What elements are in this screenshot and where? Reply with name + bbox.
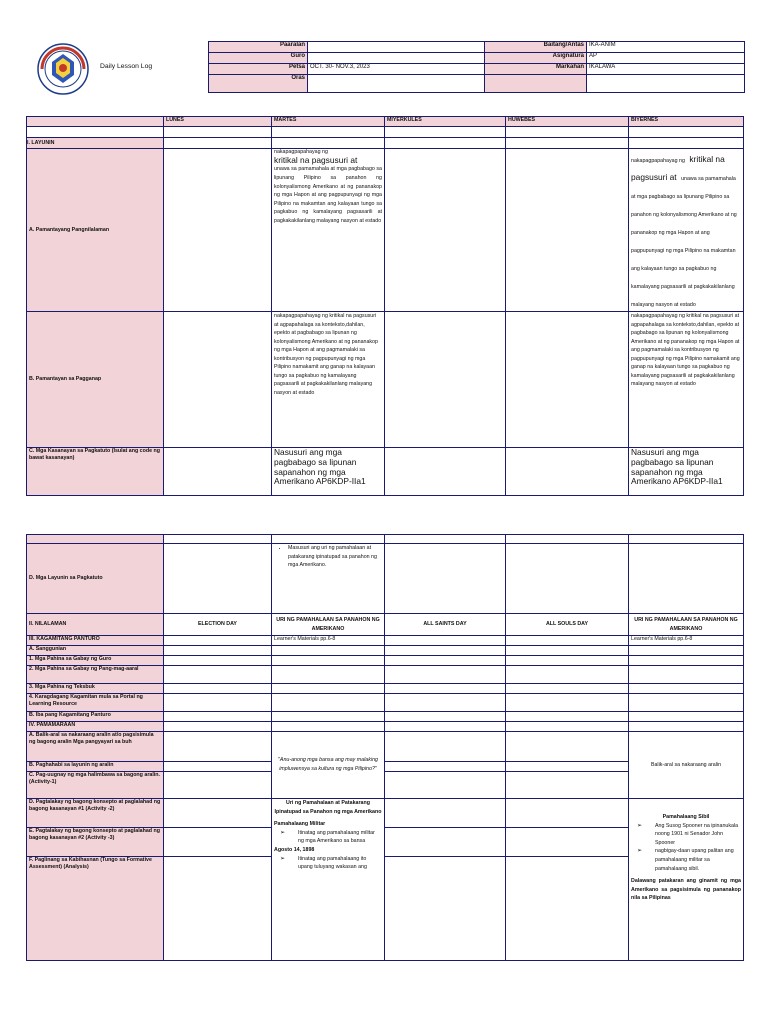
day-header-huwebes: HUWEBES: [506, 117, 629, 127]
blank-value: [587, 75, 745, 93]
layunin-heading: I. LAYUNIN: [27, 138, 164, 149]
day-header-miyerkules: MIYERKULES: [385, 117, 506, 127]
iba-pang-kagamitan-label: B. Iba pang Kagamitang Panturo: [27, 712, 164, 722]
kagamitang-panturo-biyernes: Learner's Materials pp.6-8: [629, 636, 744, 646]
oras-value: [308, 75, 485, 93]
baitang-label: Baitang/Antas: [485, 42, 587, 53]
pagtalakay-biyernes: Pamahalaang Sibil ➢ Ang Susog Spooner na ipinanukala noong 1901 ni Senador John Spooner ➢ nagbigay-daan upang palitan ang pamahalaang militar sa pamahalaang sibil. Dalawang patakaran ang ginamit ng mga Amerikano sa pagsisimula ng pananakop nila sa Pilipinas: [629, 799, 744, 961]
guro-value: [308, 53, 485, 64]
karagdagang-kagamitan-label: 4. Karagdagang Kagamitan mula sa Portal ng Learning Resource: [27, 694, 164, 712]
oras-label: Oras: [209, 75, 308, 93]
teksbuk-label: 3. Mga Pahina ng Teksbuk: [27, 684, 164, 694]
paaralan-label: Paaralan: [209, 42, 308, 53]
pamantayan-sa-pagganap-label: B. Pamantayan sa Pagganap: [27, 312, 164, 448]
deped-seal-icon: [30, 42, 96, 96]
nilalaman-martes: URI NG PAMAHALAAN SA PANAHON NG AMERIKANO: [272, 614, 385, 636]
kagamitang-panturo-label: III. KAGAMITANG PANTURO: [27, 636, 164, 646]
petsa-label: Petsa: [209, 64, 308, 75]
balik-aral-label: A. Balik-aral sa nakaraang aralin at/o pagsisimula ng bagong aralin Mga pangyayari sa buh: [27, 732, 164, 762]
mga-layunin-label: D. Mga Layunin sa Pagkatuto: [27, 544, 164, 614]
pamantayang-pangnilalaman-label: A. Pamantayang Pangnilalaman: [27, 149, 164, 312]
day-header-biyernes: BIYERNES: [629, 117, 744, 127]
pamamaraan-label: IV. PAMAMARAAN: [27, 722, 164, 732]
sanggunian-label: A. Sanggunian: [27, 646, 164, 656]
lesson-table-procedures: [26, 534, 744, 961]
lesson-table-objectives: [26, 116, 744, 496]
baitang-value: IKA-ANIM: [587, 42, 745, 53]
mga-kasanayan-biyernes: Nasusuri ang mga pagbabago sa lipunan sapanahon ng mga Amerikano AP6KDP-IIa1: [629, 448, 744, 496]
petsa-value: OCT. 30- NOV.3, 2023: [308, 64, 485, 75]
pamantayang-pangnilalaman-martes: nakapagpapahayag ng kritikal na pagsusuri at unawa sa pamamahala at mga pagbabago sa lipunang Pilipino sa panahon ng kolonyalismong Amerikano at ng pananakop ng mga Hapon at ang pagpupunyagi ng mga Pilipino na makamtan ang kalayaan tungo sa pagkabuo ng kamalayang pagsasarili at pagkakakilanlang malayang nasyon at estado: [272, 149, 385, 312]
paglinang-label: F. Paglinang sa Kabihasnan (Tungo sa Formative Assessment) (Analysis): [27, 857, 164, 961]
nilalaman-miyerkules: ALL SAINTS DAY: [385, 614, 506, 636]
day-header-martes: MARTES: [272, 117, 385, 127]
pamantayang-pangnilalaman-biyernes: nakapagpapahayag ng kritikal na pagsusuri at unawa sa pamamahala at mga pagbabago sa lipunang Pilipino sa panahon ng kolonyalismong Amerikano at ng pananakop ng mga Hapon at ang pagpupunyagi ng mga Pilipino na makamtan ang kalayaan tungo sa pagkabuo ng kamalayang pagsasarili at pagkakakilanlang malayang nasyon at estado: [629, 149, 744, 312]
paaralan-value: [308, 42, 485, 53]
nilalaman-label: II. NILALAMAN: [27, 614, 164, 636]
asignatura-label: Asignatura: [485, 53, 587, 64]
pag-uugnay-label: C. Pag-uugnay ng mga halimbawa sa bagong aralin. (Activity-1): [27, 772, 164, 799]
pamantayan-sa-pagganap-martes: nakapagpapahayag ng kritikal na pagsusuri at agpapahalaga sa konteksto,dahilan, epekto at pagbabago sa lipunan ng kolonyalismong Amerikano at ng pananakop ng mga Hapon at ang pagmamalaki sa kontribusyon ng pagpupunyagi ng mga Pilipino namakamit ang ganap na kalayaan tungo sa pagkabuo ng kamalayang pagsasarili at pagkakakilanlang malayang nasyon at estado: [272, 312, 385, 448]
mga-kasanayan-martes: Nasusuri ang mga pagbabago sa lipunan sapanahon ng mga Amerikano AP6KDP-IIa1: [272, 448, 385, 496]
day-header-lunes: LUNES: [164, 117, 272, 127]
markahan-label: Markahan: [485, 64, 587, 75]
header-info-table: [208, 41, 745, 93]
mga-layunin-martes: • Masusuri ang uri ng pamahalaan at patakarang ipinatupad sa panahon ng mga Amerikano.: [272, 544, 385, 614]
mga-kasanayan-label: C. Mga Kasanayan sa Pagkatuto (Isulat ang code ng bawat kasanayan): [27, 448, 164, 496]
nilalaman-lunes: ELECTION DAY: [164, 614, 272, 636]
corner-cell: [27, 117, 164, 127]
asignatura-value: AP: [587, 53, 745, 64]
document-title: Daily Lesson Log: [100, 63, 153, 70]
guro-label: Guro: [209, 53, 308, 64]
kagamitang-panturo-martes: Learner's Materials pp.6-8: [272, 636, 385, 646]
gabay-mag-aaral-label: 2. Mga Pahina sa Gabay ng Pang-mag-aaral: [27, 666, 164, 684]
paghahabi-label: B. Paghahabi sa layunin ng aralin: [27, 762, 164, 772]
gabay-guro-label: 1. Mga Pahina sa Gabay ng Guro: [27, 656, 164, 666]
pagtalakay-2-label: E. Pagtalakay ng bagong konsepto at paglalahad ng bagong kasanayan #2 (Activity -3): [27, 828, 164, 857]
pagtalakay-martes: Uri ng Pamahalaan at Patakarang Ipinatupad sa Panahon ng mga Amerikano Pamahalaang Militar ➢ Itinatag ang pamahalaang militar ng mga Amerikano sa bansa Agosto 14, 1898 ➢ Itinatag ang pamahalaang ito upang tuluyang wakasan ang: [272, 799, 385, 961]
blank-label: [485, 75, 587, 93]
nilalaman-biyernes: URI NG PAMAHALAAN SA PANAHON NG AMERIKANO: [629, 614, 744, 636]
nilalaman-huwebes: ALL SOULS DAY: [506, 614, 629, 636]
balik-aral-martes: "Anu-anong mga bansa ang may malaking impluwensya sa kultura ng mga Pilipino?": [272, 732, 385, 799]
markahan-value: IKALAWA: [587, 64, 745, 75]
balik-aral-biyernes: Balik-aral sa nakaraang aralin: [629, 732, 744, 799]
pamantayan-sa-pagganap-biyernes: nakapagpapahayag ng kritikal na pagsusuri at agpapahalaga sa konteksto,dahilan, epekto at pagbabago sa lipunan ng kolonyalismong Amerikano at ng pananakop ng mga Hapon at ang pagmamalaki sa kontribusyon ng pagpupunyagi ng mga Pilipino namakamit ang ganap na kalayaan tungo sa pagkabuo ng kamalayang pagsasarili at pagkakakilanlang malayang nasyon at estado: [629, 312, 744, 448]
pagtalakay-1-label: D. Pagtalakay ng bagong konsepto at paglalahad ng bagong kasanayan #1 (Activity -2): [27, 799, 164, 828]
